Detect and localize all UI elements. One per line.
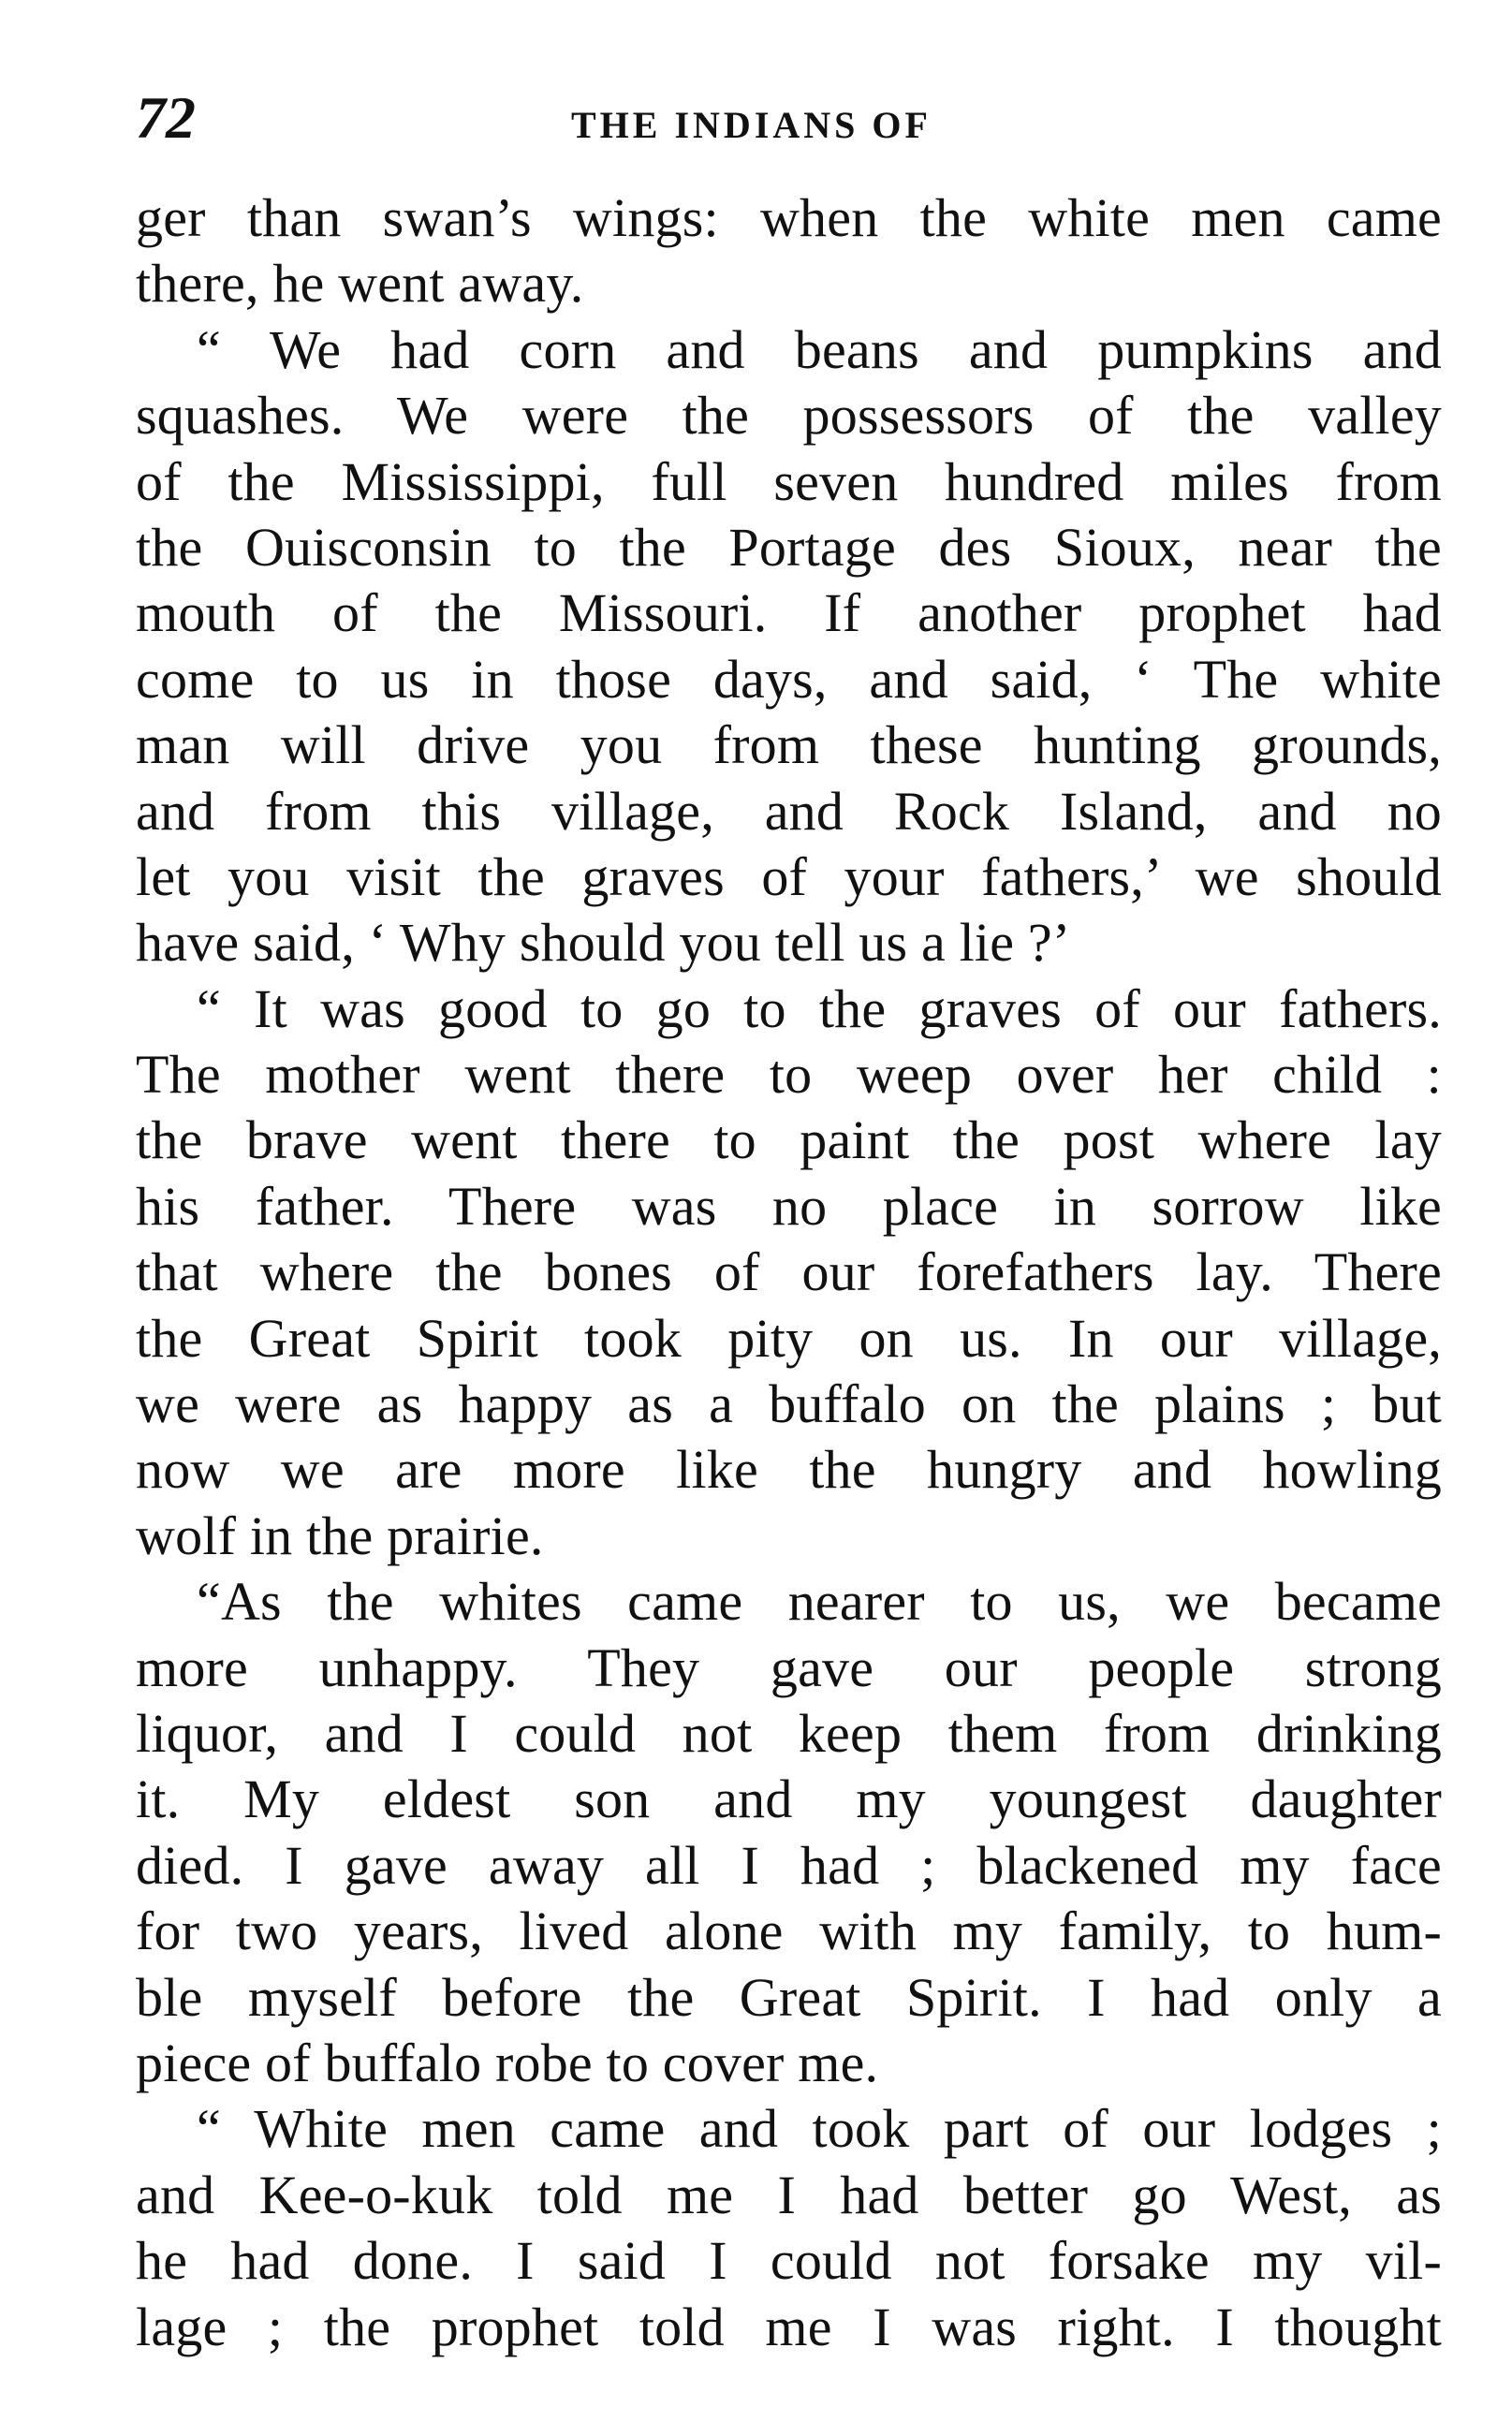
text-line: “ We had corn and beans and pumpkins and xyxy=(197,318,1442,380)
text-line: “ It was good to go to the graves of our fathers. xyxy=(197,977,1442,1039)
text-line: and Kee-o-kuk told me I had better go West, as xyxy=(136,2164,1442,2225)
text-line: piece of buffalo robe to cover me. xyxy=(136,2032,879,2093)
text-line: died. I gave away all I had ; blackened my face xyxy=(136,1834,1442,1896)
body-text xyxy=(136,185,1442,2360)
text-line: and from this village, and Rock Island, and no xyxy=(136,780,1442,842)
text-line: “ White men came and took part of our lodges ; xyxy=(197,2098,1442,2160)
running-head: THE INDIANS OF xyxy=(571,104,932,146)
text-line: “As the whites came nearer to us, we became xyxy=(197,1571,1442,1633)
text-line: let you visit the graves of your fathers,’ we should xyxy=(136,845,1442,907)
text-line: have said, ‘ Why should you tell us a lie ?’ xyxy=(136,912,1071,974)
text-line: more unhappy. They gave our people strong xyxy=(136,1636,1442,1698)
text-line: lage ; the prophet told me I was right. I thought xyxy=(136,2296,1442,2357)
text-line: for two years, lived alone with my family, to hum- xyxy=(136,1900,1442,1962)
text-line: The mother went there to weep over her child : xyxy=(136,1044,1442,1106)
text-line: man will drive you from these hunting grounds, xyxy=(136,714,1442,776)
text-line: it. My eldest son and my youngest daughter xyxy=(136,1768,1442,1830)
text-line: now we are more like the hungry and howling xyxy=(136,1439,1442,1501)
text-line: the Ouisconsin to the Portage des Sioux, near the xyxy=(136,516,1442,578)
text-line: the brave went there to paint the post where lay xyxy=(136,1109,1442,1171)
text-line: ble myself before the Great Spirit. I had only a xyxy=(136,1966,1442,2028)
text-line: there, he went away. xyxy=(136,253,584,315)
text-line: squashes. We were the possessors of the valley xyxy=(136,385,1442,447)
page-number: 72 xyxy=(136,84,196,151)
text-line: his father. There was no place in sorrow like xyxy=(136,1175,1442,1237)
text-line: ger than swan’s wings: when the white men came xyxy=(136,187,1442,248)
text-line: we were as happy as a buffalo on the plains ; but xyxy=(136,1373,1442,1435)
text-line: liquor, and I could not keep them from drinking xyxy=(136,1702,1442,1764)
text-line: he had done. I said I could not forsake my vil- xyxy=(136,2230,1442,2292)
text-line: of the Mississippi, full seven hundred miles from xyxy=(136,450,1442,512)
text-line: that where the bones of our forefathers lay. There xyxy=(136,1241,1442,1303)
text-line: come to us in those days, and said, ‘ The white xyxy=(136,648,1442,710)
page-header xyxy=(131,81,1442,155)
text-line: the Great Spirit took pity on us. In our village, xyxy=(136,1307,1442,1369)
text-line: wolf in the prairie. xyxy=(136,1504,544,1566)
text-line: mouth of the Missouri. If another prophet had xyxy=(136,582,1442,644)
